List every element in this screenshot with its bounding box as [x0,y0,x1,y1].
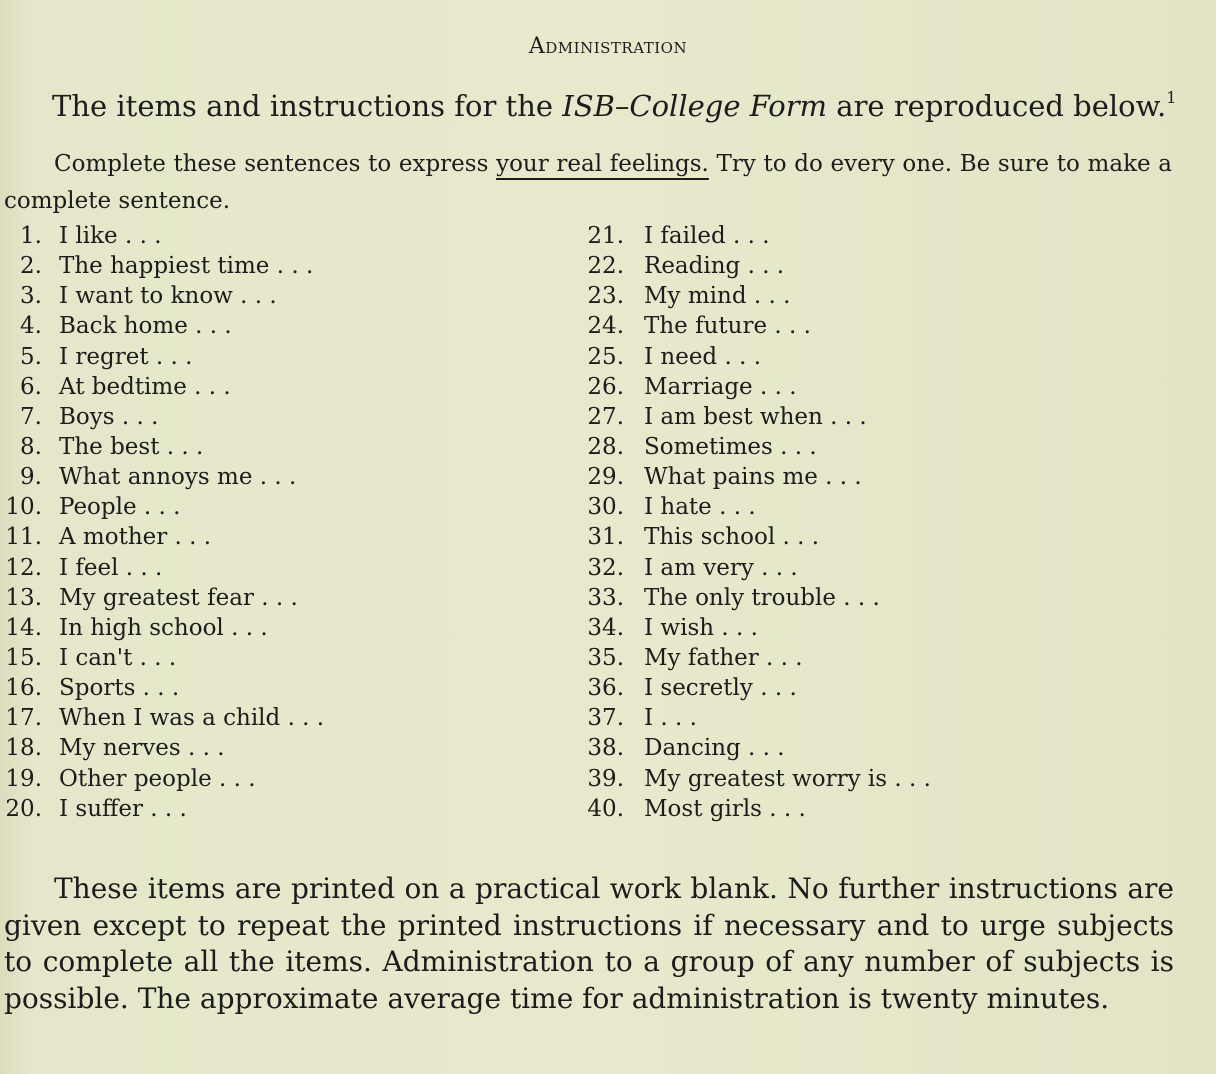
item-text: Other people . . . [59,765,256,792]
item-text: I secretly . . . [644,675,797,702]
item-text: I am best when . . . [644,403,867,430]
item-number: 1. [20,223,42,249]
item-text: Most girls . . . [644,795,806,822]
item-text: I failed . . . [644,223,770,249]
item-text: I . . . [644,705,697,732]
item-number: 20. [5,795,42,822]
item-number: 3. [20,283,42,310]
item-number: 9. [20,464,42,491]
intro-text-after: are reproduced below. [827,89,1167,123]
item-text: I wish . . . [644,614,758,641]
item-text: Sometimes . . . [644,433,817,460]
item-text: People . . . [59,494,181,521]
item-text: I hate . . . [644,494,756,521]
list-item [580,583,931,613]
item-number: 5. [20,343,42,370]
item-text: I feel . . . [59,554,163,581]
list-item [0,643,324,673]
item-text: The only trouble . . . [644,584,880,611]
item-number: 14. [5,614,42,641]
item-number: 19. [5,765,42,792]
item-text: My father . . . [644,644,803,671]
item-number: 2. [20,253,42,280]
list-item [580,703,931,733]
list-item [580,402,931,432]
instructions-paragraph [4,146,1172,220]
item-number: 12. [5,554,42,581]
list-item [0,221,324,251]
item-text: The future . . . [644,313,811,340]
item-text: I am very . . . [644,554,798,581]
item-number: 22. [587,253,624,280]
item-text: I can't . . . [59,644,177,671]
item-text: My nerves . . . [59,735,225,762]
item-number: 30. [587,494,624,521]
list-item [580,733,931,763]
closing-paragraph: These items are printed on a practical work blank. No further instructions are given except to repeat the printed instructions if necessary and to urge subjects to complete all the items. Administration to a group of any number of subjects is possible. The approximate average time for administration is twenty minutes. [4,872,1174,1015]
item-text: A mother . . . [59,524,212,551]
item-text: I need . . . [644,343,762,370]
list-item [580,221,931,251]
list-item [0,311,324,341]
list-item [580,372,931,402]
form-name: ISB–College Form [562,89,828,123]
item-number: 7. [20,403,42,430]
item-number: 11. [5,524,42,551]
item-number: 36. [587,675,624,702]
item-number: 38. [587,735,624,762]
list-item [580,281,931,311]
item-number: 17. [5,705,42,732]
item-number: 35. [587,644,624,671]
item-number: 18. [5,735,42,762]
item-number: 34. [587,614,624,641]
item-text: Reading . . . [644,253,785,280]
list-item [580,553,931,583]
list-item [0,432,324,462]
item-text: Marriage . . . [644,373,797,400]
item-number: 40. [587,795,624,822]
item-number: 25. [587,343,624,370]
list-item [580,522,931,552]
item-text: The best . . . [59,433,204,460]
item-number: 28. [587,433,624,460]
item-text: I suffer . . . [59,795,187,822]
item-number: 24. [587,313,624,340]
list-item [580,251,931,281]
item-number: 10. [5,494,42,521]
list-item [0,673,324,703]
item-number: 33. [587,584,624,611]
list-item [0,462,324,492]
item-text: Boys . . . [59,403,159,430]
list-item [0,764,324,794]
item-text: What annoys me . . . [59,464,297,491]
item-number: 6. [20,373,42,400]
item-text: I want to know . . . [59,283,277,310]
item-text: Back home . . . [59,313,232,340]
list-item [0,733,324,763]
list-item [0,281,324,311]
item-text: When I was a child . . . [59,705,325,732]
item-text: At bedtime . . . [59,373,231,400]
item-text: Dancing . . . [644,735,785,762]
items-column-left [0,221,324,824]
list-item [580,462,931,492]
item-number: 4. [20,313,42,340]
item-text: In high school . . . [59,614,268,641]
instructions-part1: Complete these sentences to express [54,151,497,177]
item-number: 15. [5,644,42,671]
list-item [580,613,931,643]
list-item [580,673,931,703]
section-heading: Administration [528,34,688,59]
item-number: 16. [5,675,42,702]
item-number: 21. [587,223,624,249]
list-item [580,342,931,372]
list-item [0,613,324,643]
item-number: 37. [587,705,624,732]
list-item [580,311,931,341]
item-text: My greatest fear . . . [59,584,298,611]
item-number: 29. [587,464,624,491]
item-number: 23. [587,283,624,310]
footnote-mark: 1 [1166,88,1177,107]
list-item [0,794,324,824]
item-text: My mind . . . [644,283,791,310]
item-number: 13. [5,584,42,611]
intro-text-before: The items and instructions for the [52,89,563,123]
list-item [0,251,324,281]
list-item [580,492,931,522]
list-item [0,583,324,613]
item-text: What pains me . . . [644,464,862,491]
item-number: 39. [587,765,624,792]
list-item [0,492,324,522]
item-number: 26. [587,373,624,400]
item-text: I regret . . . [59,343,193,370]
list-item [0,522,324,552]
list-item [0,703,324,733]
list-item [0,342,324,372]
list-item [580,794,931,824]
item-text: I like . . . [59,223,162,249]
list-item [0,372,324,402]
item-number: 8. [20,433,42,460]
intro-sentence [52,88,1177,123]
items-column-right [580,221,931,824]
item-text: The happiest time . . . [59,253,314,280]
instructions-part2: Try to do every one. Be sure to make a complete sentence. [4,151,1173,214]
list-item [580,643,931,673]
list-item [0,553,324,583]
item-number: 27. [587,403,624,430]
list-item [0,402,324,432]
item-text: Sports . . . [59,675,180,702]
item-number: 32. [587,554,624,581]
item-text: This school . . . [644,524,820,551]
list-item [580,432,931,462]
item-number: 31. [587,524,624,551]
list-item [580,764,931,794]
item-text: My greatest worry is . . . [644,765,931,792]
instructions-underlined: your real feelings. [496,151,709,177]
